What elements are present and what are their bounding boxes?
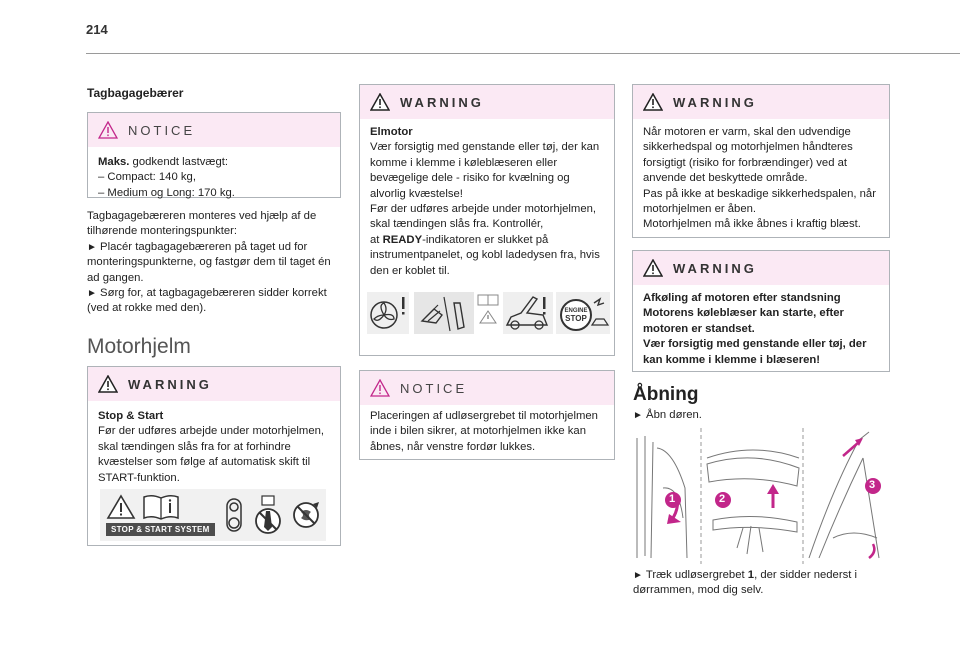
opening-heading: Åbning	[633, 384, 699, 405]
arrow-icon: ►	[87, 241, 97, 253]
bonnet-opening-diagram	[633, 428, 888, 564]
electric-motor-icon-strip	[366, 285, 610, 341]
chapter-heading-bonnet: Motorhjelm	[87, 335, 191, 358]
header-rule	[86, 53, 960, 54]
warning-title: WARNING	[673, 94, 757, 110]
warning-title: WARNING	[128, 376, 212, 392]
section-heading-roof-rack: Tagbagagebærer	[87, 86, 184, 100]
notice-body	[88, 147, 340, 209]
notice-header	[360, 371, 614, 405]
warning-triangle-icon	[370, 379, 390, 397]
roof-rack-step-1: ► Placér tagbagagebæreren på taget ud for monteringspunkterne, og fastgør dem til taget én ad gangen.	[87, 240, 331, 284]
engine-stop-button-icon	[556, 291, 610, 335]
warning-body	[88, 401, 340, 494]
stop-start-icon-strip	[100, 489, 326, 541]
notice-title: NOTICE	[128, 122, 196, 138]
warning-body	[633, 119, 889, 241]
warning-text: Før der udføres arbejde under motorhjelmen, skal tændingen slås fra for at forhindre kvæstelser som følge af automatisk skift til START-funktion.	[98, 425, 325, 484]
warning-box-stop-start	[87, 366, 341, 546]
warning-body	[360, 119, 614, 287]
warning-box-cooling-fan	[632, 250, 890, 372]
warning-header	[633, 85, 889, 119]
warning-text-1: Når motoren er varm, skal den udvendige sikkerhedspal og motorhjelmen håndteres forsigtigt (risiko for forbrændinger) ved at anvende det beskyttede område.	[643, 126, 853, 185]
warning-text-3: Motorhjelmen må ikke åbnes i kraftig blæst.	[643, 218, 861, 231]
warning-header	[88, 367, 340, 401]
svg-text:STOP: STOP	[565, 314, 587, 323]
notice-header	[88, 113, 340, 147]
notice-box-1	[87, 112, 341, 198]
capacity-compact: – Compact: 140 kg,	[98, 171, 196, 184]
warning-header	[633, 251, 889, 285]
no-tie-icon	[253, 495, 283, 535]
fan-warning-icon	[366, 291, 410, 335]
warning-body	[633, 285, 889, 376]
manual-book-icon	[142, 494, 180, 520]
notice-title: NOTICE	[400, 380, 468, 396]
notice-body	[360, 405, 614, 463]
warning-box-hot-engine	[632, 84, 890, 238]
svg-text:ENGINE: ENGINE	[564, 308, 588, 314]
warning-box-electric-motor	[359, 84, 615, 356]
warning-subtitle: Elmotor	[370, 126, 413, 138]
warning-text-3: at READY-indikatoren er slukket på instrumentpanelet, og kobl ladedysen fra, hvis den er koblet til.	[370, 233, 600, 277]
max-label: Maks.	[98, 156, 130, 168]
warning-triangle-icon	[98, 375, 118, 393]
no-hand-fan-icon	[291, 500, 321, 530]
warning-title: WARNING	[400, 94, 484, 110]
diagram-marker-3: 3	[869, 479, 876, 491]
warning-header	[360, 85, 614, 119]
diagram-marker-2: 2	[719, 493, 726, 505]
belt-pulley-icon	[223, 497, 245, 533]
warning-title: WARNING	[673, 260, 757, 276]
arrow-icon: ►	[87, 288, 97, 300]
open-bonnet-warning-icon	[503, 291, 553, 335]
notice-text: Placeringen af udløsergrebet til motorhjelmen inde i bilen sikrer, at motorhjelmen ikke kan åbnes, når venstre fordør lukkes.	[370, 410, 598, 453]
warning-line-1: Afkøling af motoren efter standsning	[643, 292, 841, 304]
warning-line-2: Motorens køleblæser kan starte, efter motoren er standset.	[643, 307, 844, 335]
warning-line-3: Vær forsigtig med genstande eller tøj, der kan komme i klemme i blæseren!	[643, 338, 867, 366]
stop-start-badge: STOP & START SYSTEM	[106, 523, 215, 536]
roof-rack-instructions	[87, 209, 345, 317]
warning-text-2: Før der udføres arbejde under motorhjelmen, skal tændingen slås fra. Kontrollér,	[370, 203, 597, 231]
opening-step-1: ► Åbn døren.	[633, 409, 702, 421]
opening-step-2: ► Træk udløsergrebet 1, der sidder nederst i dørrammen, mod dig selv.	[633, 569, 858, 597]
warning-triangle-icon	[643, 259, 663, 277]
warning-triangle-icon	[643, 93, 663, 111]
diagram-marker-1: 1	[669, 493, 676, 505]
warning-text-1: Vær forsigtig med genstande eller tøj, der kan komme i klemme i køleblæseren eller bevægelige dele - risiko for kvælning og alvorlig kvæstelse!	[370, 141, 600, 200]
warning-text-2: Pas på ikke at beskadige sikkerhedspalen, når motorhjelmen er åben.	[643, 187, 876, 216]
hazard-triangle-icon	[106, 494, 136, 520]
roof-rack-step-2: ► Sørg for, at tagbagagebæreren sidder korrekt (ved at rokke med den).	[87, 287, 327, 315]
hand-tie-caution-icon	[414, 291, 474, 335]
roof-rack-intro: Tagbagagebæreren monteres ved hjælp af de tilhørende monteringspunkter:	[87, 210, 317, 238]
notice-box-2	[359, 370, 615, 460]
manual-warning-icon	[477, 291, 499, 335]
arrow-icon: ►	[633, 570, 643, 581]
arrow-icon: ►	[633, 410, 643, 421]
warning-triangle-icon	[98, 121, 118, 139]
warning-subtitle: Stop & Start	[98, 410, 164, 422]
page-number: 214	[86, 22, 108, 37]
max-text: godkendt lastvægt:	[129, 156, 229, 168]
warning-triangle-icon	[370, 93, 390, 111]
capacity-medium-long: – Medium og Long: 170 kg.	[98, 186, 235, 199]
